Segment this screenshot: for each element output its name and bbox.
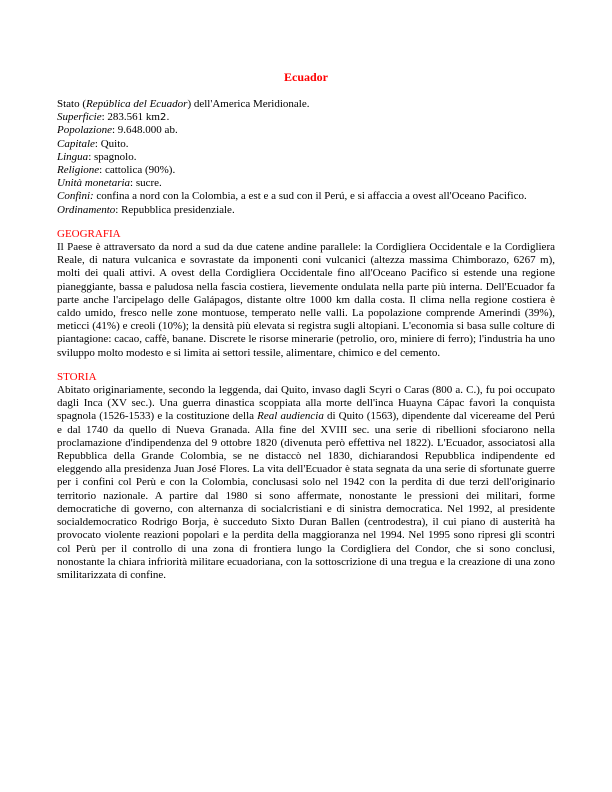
storia-text-part: di Quito (1563), dipendente dal vicereame del Perú e dal 1740 da quello di Nueva Granada. Alla fine del XVIII sec. una serie di ribellioni sfociarono nella proclamazione d'indipendenza del 9 ottobre 1820 (divenuta però effettiva nel 1822). L'Ecuador, associatosi alla Repubblica della Grande Colombia, se ne distaccò nel 1830, dichiarandosi Repubblica indipendente ed eleggendo alla presidenza Juan José Flores. La vita dell'Ecuador è stata segnata da una serie di sfortunate guerre per i confini col Perù e con la Colombia, conclusasi solo nel 1942 con la perdita di due terzi dell'originario territorio nazionale. A partire dal 1980 si sono affermate, nonostante le pressioni dei militari, forme democratiche di governo, con alternanza di socialcristiani e di sinistra democratica. Nel 1992, al presidente socialdemocratico Rodrigo Borja, è succeduto Sixto Duran Ballen (centrodestra), il cui piano di austerità ha provocato violente reazioni popolari e la perdita della maggioranza nel 1994. Nel 1995 sono ripresi gli scontri col Perù per il controllo di una zona di frontiera lungo la Cordigliera del Condor, che si sono conclusi, nonostante la chiara infriorità militare ecuadoriana, con la sottoscrizione di una tregua e la creazione di una zono smilitarizzata di confine. — [57, 410, 555, 581]
fact-key: Ordinamento — [57, 203, 116, 216]
section-heading-geografia: GEOGRAFIA — [57, 227, 121, 240]
official-name: República del Ecuador — [86, 98, 188, 110]
fact-value: : 283.561 km — [101, 111, 160, 124]
fact-religione — [57, 164, 555, 177]
fact-value: : 9.648.000 ab. — [112, 124, 178, 137]
section-text-geografia: Il Paese è attraversato da nord a sud da due catene andine parallele: la Cordigliera Occidentale e la Cordigliera Reale, di natura vulcanica e sovrastate da imponenti coni vulcanici (altezza massima Chimborazo, 6267 m), molti dei quali attivi. A ovest della Cordigliera Occidentale fino all'Oceano Pacifico si estende una regione pianeggiante, bassa e paludosa nella fascia costiera, lievemente ondulata nella parte più interna. Dell'Ecuador fa parte anche l'arcipelago delle Galápagos, distante oltre 1000 km dalla costa. Il clima nella regione costiera è caldo umido, fresco nelle zone montuose, temperato nelle valli. La popolazione comprende Amerindi (39%), meticci (41%) e creoli (10%); la densità più elevata si registra sugli altopiani. L'economia si basa sulle colture di piantagione: cacao, caffè, banane. Discrete le risorse minerarie (petrolio, oro, miniere di ferro); l'industria ha uno sviluppo molto modesto e si limita ai settori tessile, alimentare, chimico e del cemento. — [57, 241, 555, 359]
fact-value: : sucre. — [130, 177, 162, 190]
fact-key: Popolazione — [57, 124, 112, 137]
fact-key: Superficie — [57, 111, 102, 124]
storia-italic-term: Real audiencia — [257, 410, 324, 423]
fact-superficie — [57, 111, 555, 124]
page-title: Ecuador — [283, 70, 328, 84]
fact-ordinamento — [57, 204, 555, 217]
fact-key: Unità monetaria — [57, 177, 131, 190]
fact-value: : Repubblica presidenziale. — [115, 203, 235, 216]
fact-value: : spagnolo. — [88, 150, 137, 163]
intro-prefix: Stato ( — [57, 98, 87, 110]
section-heading-storia: STORIA — [57, 370, 97, 383]
fact-key: Religione — [57, 164, 100, 177]
intro-suffix: ) dell'America Meridionale. — [187, 98, 310, 110]
document-body — [57, 98, 555, 593]
intro-line — [57, 98, 555, 111]
storia-text-part: Abitato originariamente, secondo la leggenda, dai Quito, invaso dagli Scyri o Caras (800 a. C.), fu poi occupato dagli Inca (XV sec.). Una guerra dinastica scoppiata alla morte dell'inca Huayna Cápac favorì la conquista spagnola (1526-1533) e la costituzione della — [57, 384, 555, 423]
fact-lingua — [57, 151, 555, 164]
fact-unit-sup: 2. — [159, 112, 170, 124]
fact-key: Capitale — [57, 137, 95, 150]
fact-capitale — [57, 138, 555, 151]
section-text-storia — [57, 384, 555, 582]
fact-unita-monetaria — [57, 177, 555, 190]
fact-confini — [57, 190, 555, 203]
fact-value: : cattolica (90%). — [99, 164, 176, 177]
fact-key: Lingua — [57, 150, 89, 163]
fact-key: Confini: — [57, 190, 94, 203]
fact-value: : Quito. — [94, 137, 129, 150]
fact-popolazione — [57, 124, 555, 137]
fact-value: confina a nord con la Colombia, a est e a sud con il Perú, e si affaccia a ovest all'Oceano Pacifico. — [93, 190, 527, 203]
